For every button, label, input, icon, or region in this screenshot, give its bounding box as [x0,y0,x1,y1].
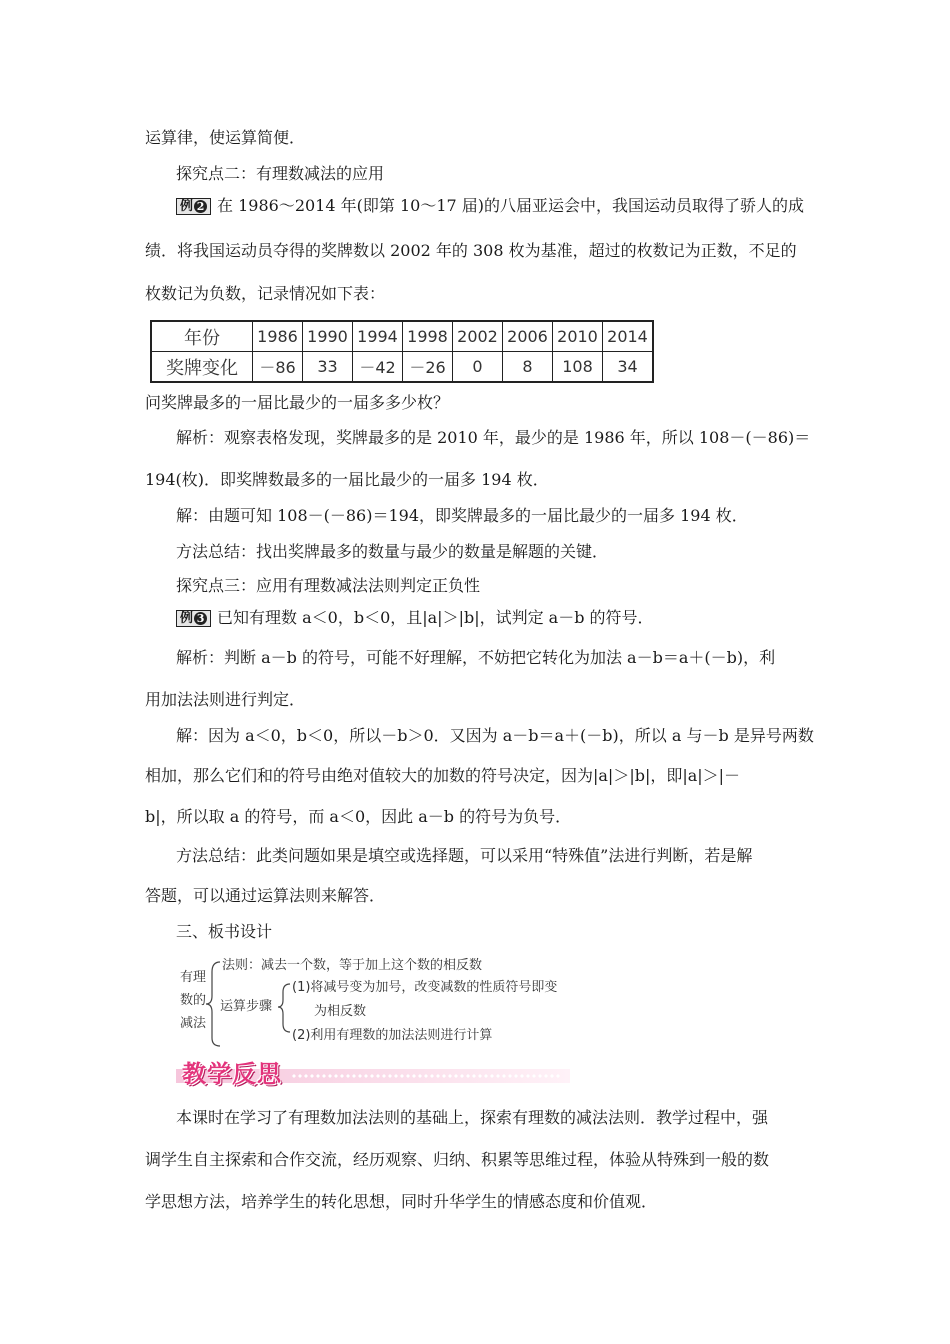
paragraph: 绩．将我国运动员夺得的奖牌数以 2002 年的 308 枚为基准，超过的枚数记为正数，不足的 [145,241,797,260]
example-badge [176,610,211,627]
table-cell: －86 [253,352,303,383]
table-cell: 33 [303,352,353,383]
table-cell: 2002 [453,321,503,352]
paragraph: 用加法法则进行判定． [145,690,306,709]
paragraph: b|，所以取 a 的符号，而 a＜0，因此 a－b 的符号为负号． [145,807,572,826]
badge-label: 例 [180,611,194,626]
table-cell: 1990 [303,321,353,352]
table-cell: －26 [403,352,453,383]
table-cell: 2010 [553,321,603,352]
table-row [151,352,653,383]
banner-title: 教学反思 [182,1060,282,1088]
diagram-root-label: 减法 [180,1016,207,1031]
section-heading: 探究点三：应用有理数减法法则判定正负性 [176,576,481,595]
medal-table [150,320,654,383]
table-cell: 0 [453,352,503,383]
section-heading: 三、板书设计 [176,922,273,941]
table-header-year: 年份 [151,321,253,352]
paragraph: 运算律，使运算简便． [145,128,306,147]
badge-label: 例 [180,199,194,214]
table-cell: 2006 [503,321,553,352]
diagram-steps-label: 运算步骤 [220,999,273,1014]
board-design-diagram [176,958,596,1050]
paragraph: 学思想方法，培养学生的转化思想，同时升华学生的情感态度和价值观． [145,1192,658,1211]
paragraph: 方法总结：找出奖牌最多的数量与最少的数量是解题的关键． [176,542,609,561]
paragraph: 枚数记为负数，记录情况如下表： [145,284,386,303]
table-row [151,321,653,352]
paragraph: 解析：观察表格发现，奖牌最多的是 2010 年，最少的是 1986 年，所以 108－(－86)＝ [176,428,811,447]
example-badge [176,198,211,215]
badge-number: 2 [194,200,207,213]
section-heading: 探究点二：有理数减法的应用 [176,164,385,183]
example-2-line [176,196,804,216]
diagram-step: (1)将减号变为加号，改变减数的性质符号即变 [292,980,558,995]
paragraph: 本课时在学习了有理数加法法则的基础上，探索有理数的减法法则．教学过程中，强 [176,1108,769,1127]
diagram-root-label: 数的 [180,993,207,1008]
diagram-step: (2)利用有理数的加法法则进行计算 [292,1028,493,1043]
badge-number: 3 [194,612,207,625]
paragraph: 调学生自主探索和合作交流，经历观察、归纳、积累等思维过程，体验从特殊到一般的数 [145,1150,770,1169]
example-3-line [176,608,654,628]
paragraph: 194(枚)．即奖牌数最多的一届比最少的一届多 194 枚． [145,470,549,489]
paragraph: 解析：判断 a－b 的符号，可能不好理解，不妨把它转化为加法 a－b＝a＋(－b)，利 [176,648,776,667]
table-cell: 1994 [353,321,403,352]
table-header-change: 奖牌变化 [151,352,253,383]
table-cell: 1986 [253,321,303,352]
paragraph: 相加，那么它们和的符号由绝对值较大的加数的符号决定，因为|a|＞|b|，即|a|＞|－ [145,766,741,785]
paragraph: 解：由题可知 108－(－86)＝194，即奖牌最多的一届比最少的一届多 194 枚． [176,506,748,525]
reflection-banner [176,1054,570,1086]
table-cell: 2014 [603,321,654,352]
table-cell: －42 [353,352,403,383]
paragraph: 解：因为 a＜0，b＜0，所以－b＞0．又因为 a－b＝a＋(－b)，所以 a 与－b 是异号两数 [176,726,814,745]
diagram-root-label: 有理 [180,970,207,985]
question: 问奖牌最多的一届比最少的一届多多少枚？ [145,393,450,412]
table-cell: 108 [553,352,603,383]
table-cell: 8 [503,352,553,383]
diagram-rule: 法则：减去一个数，等于加上这个数的相反数 [222,958,483,973]
table-cell: 34 [603,352,654,383]
paragraph: 答题，可以通过运算法则来解答． [145,886,386,905]
example-text: 在 1986～2014 年(即第 10～17 届)的八届亚运会中，我国运动员取得了骄人的成 [217,196,805,215]
banner-dots [291,1073,561,1079]
paragraph: 方法总结：此类问题如果是填空或选择题，可以采用“特殊值”法进行判断，若是解 [176,846,753,865]
example-text: 已知有理数 a＜0，b＜0，且|a|＞|b|，试判定 a－b 的符号． [217,608,654,627]
table-cell: 1998 [403,321,453,352]
diagram-step: 为相反数 [314,1004,367,1019]
